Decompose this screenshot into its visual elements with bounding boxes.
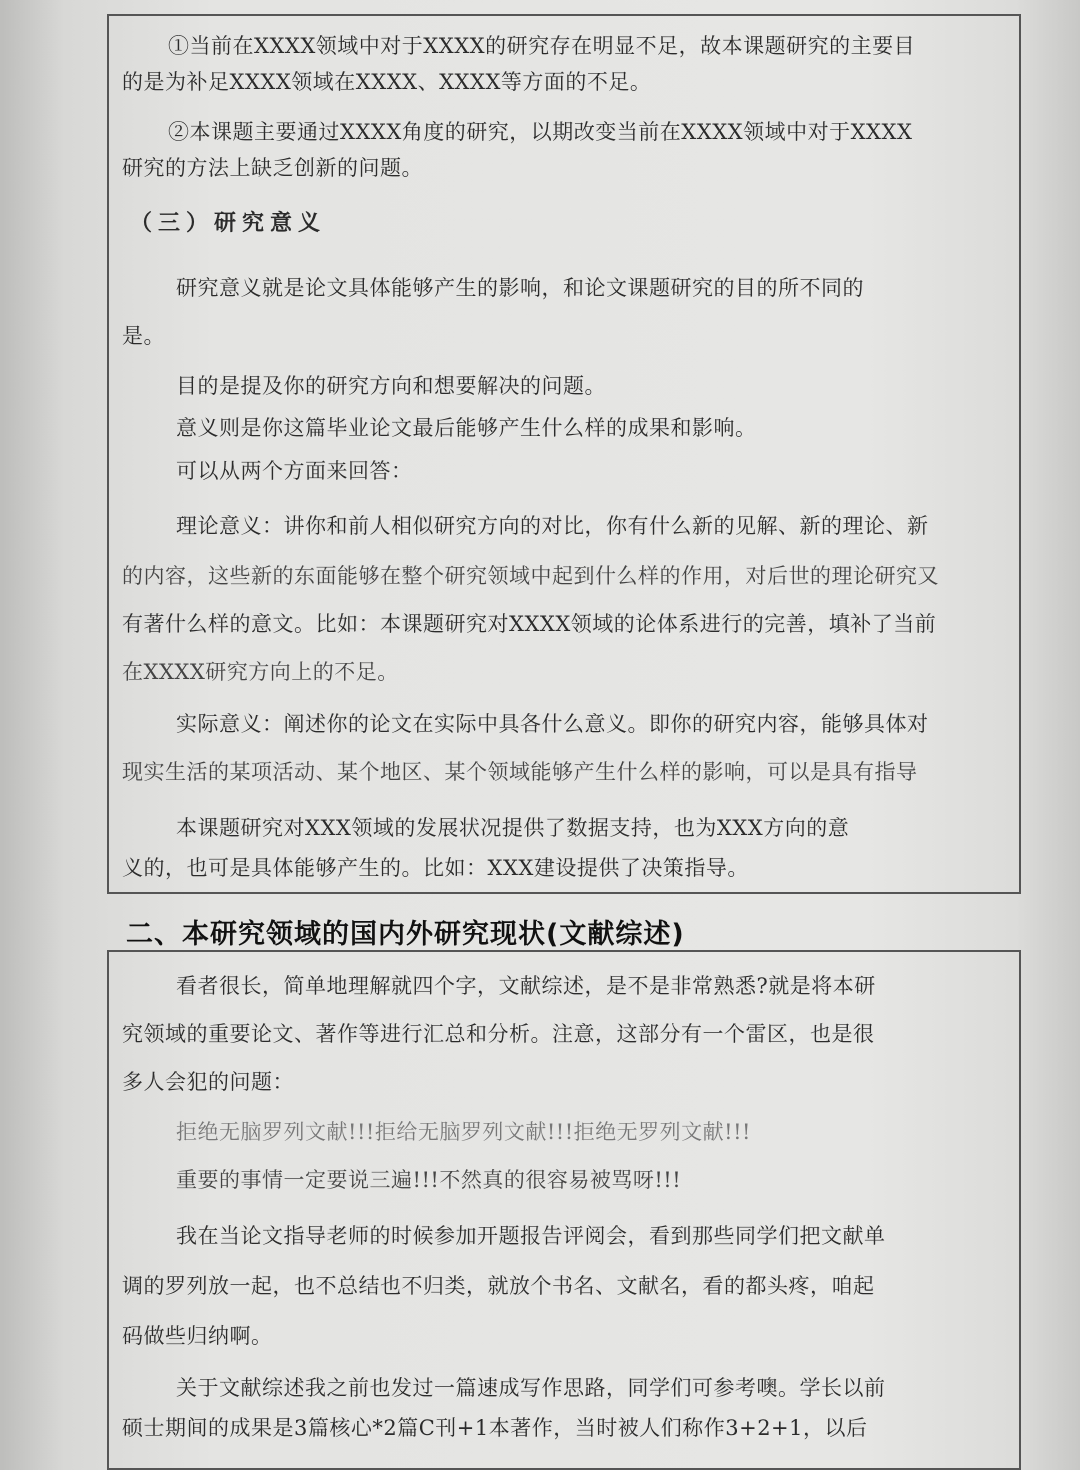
text-line: 理论意义：讲你和前人相似研究方向的对比，你有什么新的见解、新的理论、新 [176, 514, 929, 538]
text-line: 研究的方法上缺乏创新的问题。 [122, 156, 423, 180]
text-line: 可以从两个方面来回答： [176, 459, 413, 483]
subheading-research-significance: （三）研究意义 [130, 210, 327, 236]
text-line: 意义则是你这篇毕业论文最后能够产生什么样的成果和影响。 [176, 416, 757, 440]
text-line: ①当前在XXXX领域中对于XXXX的研究存在明显不足，故本课题研究的主要目 [168, 34, 916, 58]
text-line: 究领域的重要论文、著作等进行汇总和分析。注意，这部分有一个雷区，也是很 [122, 1022, 875, 1046]
text-line: 看者很长，简单地理解就四个字，文献综述，是不是非常熟悉?就是将本研 [176, 974, 876, 998]
text-line: 多人会犯的问题： [122, 1070, 294, 1094]
text-line: 的内容，这些新的东面能够在整个研究领域中起到什么样的作用，对后世的理论研究又 [122, 564, 939, 588]
text-line: 研究意义就是论文具体能够产生的影响，和论文课题研究的目的所不同的 [176, 276, 864, 300]
text-line: 我在当论文指导老师的时候参加开题报告评阅会，看到那些同学们把文献单 [176, 1224, 886, 1248]
text-line: 重要的事情一定要说三遍!!!不然真的很容易被骂呀!!! [176, 1168, 682, 1192]
text-line: 关于文献综述我之前也发过一篇速成写作思路，同学们可参考噢。学长以前 [176, 1376, 886, 1400]
text-line: 是。 [122, 324, 165, 348]
text-line: 本课题研究对XXX领域的发展状况提供了数据支持，也为XXX方向的意 [176, 816, 850, 840]
text-line: ②本课题主要通过XXXX角度的研究，以期改变当前在XXXX领域中对于XXXX [168, 120, 913, 144]
text-line: 义的，也可是具体能够产生的。比如：XXX建设提供了决策指导。 [122, 856, 749, 880]
text-line: 拒绝无脑罗列文献!!!拒给无脑罗列文献!!!拒绝无罗列文献!!! [176, 1120, 751, 1144]
text-line: 在XXXX研究方向上的不足。 [122, 660, 399, 684]
text-line: 调的罗列放一起，也不总结也不归类，就放个书名、文献名，看的都头疼，咱起 [122, 1274, 875, 1298]
text-line: 的是为补足XXXX领域在XXXX、XXXX等方面的不足。 [122, 70, 652, 94]
text-line: 目的是提及你的研究方向和想要解决的问题。 [176, 374, 606, 398]
text-line: 码做些归纳啊。 [122, 1324, 273, 1348]
text-line: 现实生活的某项活动、某个地区、某个领域能够产生什么样的影响，可以是具有指导 [122, 760, 918, 784]
text-line: 有著什么样的意文。比如：本课题研究对XXXX领域的论体系进行的完善，填补了当前 [122, 612, 937, 636]
text-line: 实际意义：阐述你的论文在实际中具各什么意义。即你的研究内容，能够具体对 [176, 712, 929, 736]
text-line: 硕士期间的成果是3篇核心*2篇C刊+1本著作，当时被人们称作3+2+1，以后 [122, 1416, 868, 1440]
section-title-literature-review: 二、本研究领域的国内外研究现状(文献综述) [126, 919, 685, 950]
